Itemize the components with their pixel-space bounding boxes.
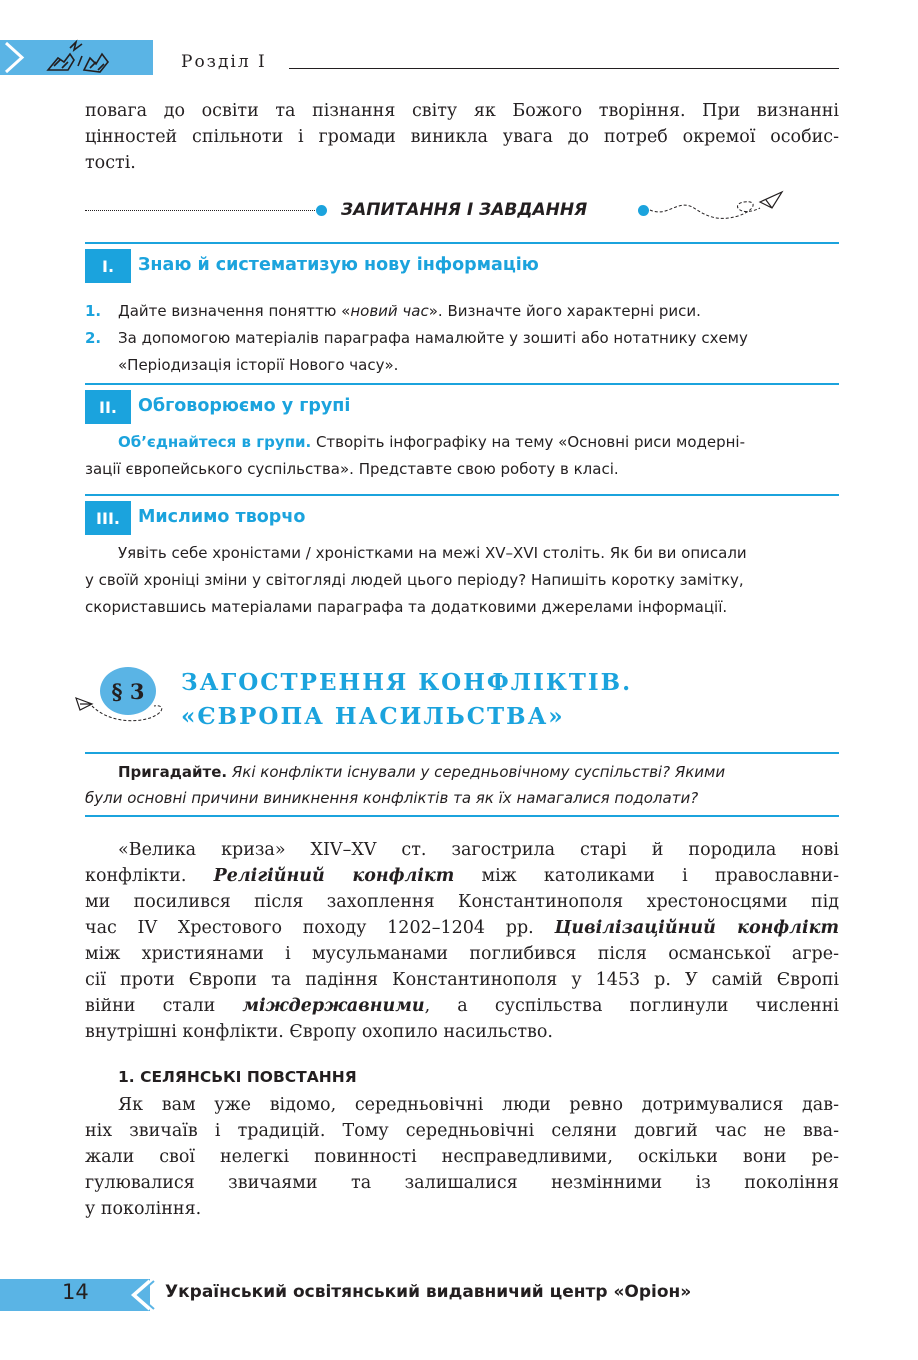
body-line [85,915,839,941]
recall-label: Пригадайте. [118,763,228,781]
term-civilizational-conflict: Цивілізаційний конфлікт [554,918,839,938]
section-badge-2: II. [85,390,131,424]
list-item-continued [85,352,845,379]
section-title-2: Обговорюємо у групі [138,396,351,416]
hands-icon [40,36,120,78]
body-line: ми посилився після захоплення Константинополя хрестоносцями під [85,892,839,912]
bullet-dot [316,205,327,216]
body-fragment: між католиками і православни- [454,866,839,886]
section-rule [85,383,839,385]
task-lead: Об’єднайтеся в групи. [118,433,312,451]
publisher-name: Український освітянський видавничий центр «Оріон» [165,1282,692,1302]
item-text: Дайте визначення поняттю « [118,302,351,320]
body-line: Як вам уже відомо, середньовічні люди ревно дотримувалися дав- [118,1095,839,1115]
body-line: жали свої нелегкі повинності несправедливими, оскільки вони ре- [85,1147,839,1167]
body-line: сії проти Європи та падіння Константинополя у 1453 р. У самій Європі [85,970,839,990]
body-line [85,863,839,889]
recall-rule-top [85,752,839,754]
section-title-1: Знаю й систематизую нову інформацію [138,255,539,275]
questions-title: ЗАПИТАННЯ І ЗАВДАННЯ [341,200,588,220]
intro-line: повага до освіти та пізнання світу як Божого творіння. При визнанні [85,101,839,121]
body-line: ніх звичаїв і традицій. Тому середньовічні селяни довгий час не вва- [85,1121,839,1141]
list-number: 1. [85,302,102,320]
term-religious-conflict: Релігійний конфлікт [213,866,455,886]
paragraph-badge: § 3 [100,667,156,715]
task-text: Створіть інфографіку на тему «Основні риси модерні- [311,433,746,451]
section-rule [85,242,839,244]
body-text [85,837,839,1045]
body-line: «Велика криза» XIV–XV ст. загострила старі й породила нові [118,840,839,860]
body-line: між християнами і мусульманами поглибився після османської агре- [85,944,839,964]
list-item [85,298,845,325]
item-text: ». Визначте його характерні риси. [428,302,701,320]
item-text: «Періодизація історії Нового часу». [118,356,399,374]
task-text: Уявіть себе хроністами / хроністками на межі XV–XVI століть. Як би ви описали [118,544,747,562]
recall-text: були основні причини виникнення конфліктів та як їх намагалися подолати? [85,789,699,807]
task-text: зації європейського суспільства». Представте свою роботу в класі. [85,460,619,478]
task-text: скориставшись матеріалами параграфа та додатковими джерелами інформації. [85,598,728,616]
body-fragment: війни стали [85,996,243,1016]
intro-line: цінностей спільноти і громади виникла увага до потреб окремої особис- [85,127,839,147]
paragraph-title: ЗАГОСТРЕННЯ КОНФЛІКТІВ. [181,669,633,696]
list-item [85,325,845,352]
intro-text [85,98,839,176]
body-line: у покоління. [85,1199,202,1219]
recall-text: Які конфлікти існували у середньовічному суспільстві? Якими [227,763,726,781]
paragraph-subtitle: «ЄВРОПА НАСИЛЬСТВА» [181,703,565,730]
chevron-left-icon [128,1279,158,1311]
body-line [85,993,839,1019]
body-line: внутрішні конфлікти. Європу охопило насильство. [85,1022,553,1042]
item-term: новий час [350,302,429,320]
body-line: гулювалися звичаями та залишалися незмінними із покоління [85,1173,839,1193]
intro-line: тості. [85,153,136,173]
section-title-3: Мислимо творчо [138,507,306,527]
paper-plane-icon [648,188,788,224]
recall-rule-bottom [85,815,839,817]
dotted-rule [85,210,315,211]
body-fragment: конфлікти. [85,866,214,886]
recall-box [85,759,845,811]
page-number: 14 [62,1280,89,1304]
group-task [85,429,845,483]
subsection-title: 1. СЕЛЯНСЬКІ ПОВСТАННЯ [118,1068,357,1086]
subsection-text [85,1092,839,1222]
task-list [85,298,845,379]
task-text: у своїй хроніці зміни у світогляді людей цього періоду? Напишіть коротку замітку, [85,571,744,589]
chevron-right-icon [0,40,30,75]
body-fragment: , а суспільства поглинули численні [424,996,839,1016]
section-rule [85,494,839,496]
term-interstate: міждержавними [242,996,425,1016]
body-fragment: час IV Хрестового походу 1202–1204 рр. [85,918,555,938]
header-rule [289,68,839,69]
item-text: За допомогою матеріалів параграфа намалюйте у зошиті або нотатнику схему [118,329,748,347]
section-badge-1: I. [85,249,131,283]
section-badge-3: III. [85,501,131,535]
creative-task [85,540,845,621]
section-title: Розділ I [181,52,267,72]
list-number: 2. [85,329,102,347]
